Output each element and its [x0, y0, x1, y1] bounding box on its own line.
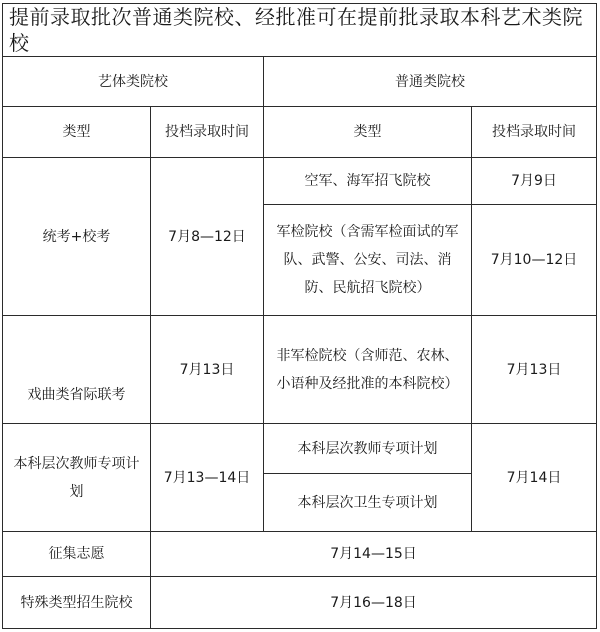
cell-airforce-navy-time: 7月9日 — [472, 158, 597, 205]
cell-non-military-type: 非军检院校（含师范、农林、小语种及经批准的本科院校） — [264, 316, 472, 424]
cell-non-military-time: 7月13日 — [472, 316, 597, 424]
header-gen-type: 类型 — [264, 107, 472, 158]
admission-schedule-table — [2, 3, 597, 629]
cell-solicit-time: 7月14—15日 — [151, 532, 597, 577]
cell-unified-art-time: 7月8—12日 — [151, 158, 264, 316]
cell-drama-art-time: 7月13日 — [151, 316, 264, 424]
cell-special-time: 7月16—18日 — [151, 577, 597, 629]
cell-teacher-gen-time: 7月14日 — [472, 424, 597, 532]
cell-unified-art-type: 统考+校考 — [3, 158, 151, 316]
cell-special-label: 特殊类型招生院校 — [3, 577, 151, 629]
cell-military-check-type: 军检院校（含需军检面试的军队、武警、公安、司法、消防、民航招飞院校） — [264, 205, 472, 316]
header-art-type: 类型 — [3, 107, 151, 158]
header-gen-time: 投档录取时间 — [472, 107, 597, 158]
cell-teacher-art-type: 本科层次教师专项计划 — [3, 424, 151, 532]
header-art-time: 投档录取时间 — [151, 107, 264, 158]
header-general-group: 普通类院校 — [264, 57, 597, 107]
cell-airforce-navy-type: 空军、海军招飞院校 — [264, 158, 472, 205]
table-title: 提前录取批次普通类院校、经批准可在提前批录取本科艺术类院校 — [3, 4, 597, 57]
cell-drama-art-type: 戏曲类省际联考 — [3, 316, 151, 424]
cell-military-check-time: 7月10—12日 — [472, 205, 597, 316]
cell-teacher-plan-type: 本科层次教师专项计划 — [264, 424, 472, 474]
cell-teacher-art-time: 7月13—14日 — [151, 424, 264, 532]
cell-health-plan-type: 本科层次卫生专项计划 — [264, 474, 472, 532]
header-art-group: 艺体类院校 — [3, 57, 264, 107]
cell-solicit-label: 征集志愿 — [3, 532, 151, 577]
